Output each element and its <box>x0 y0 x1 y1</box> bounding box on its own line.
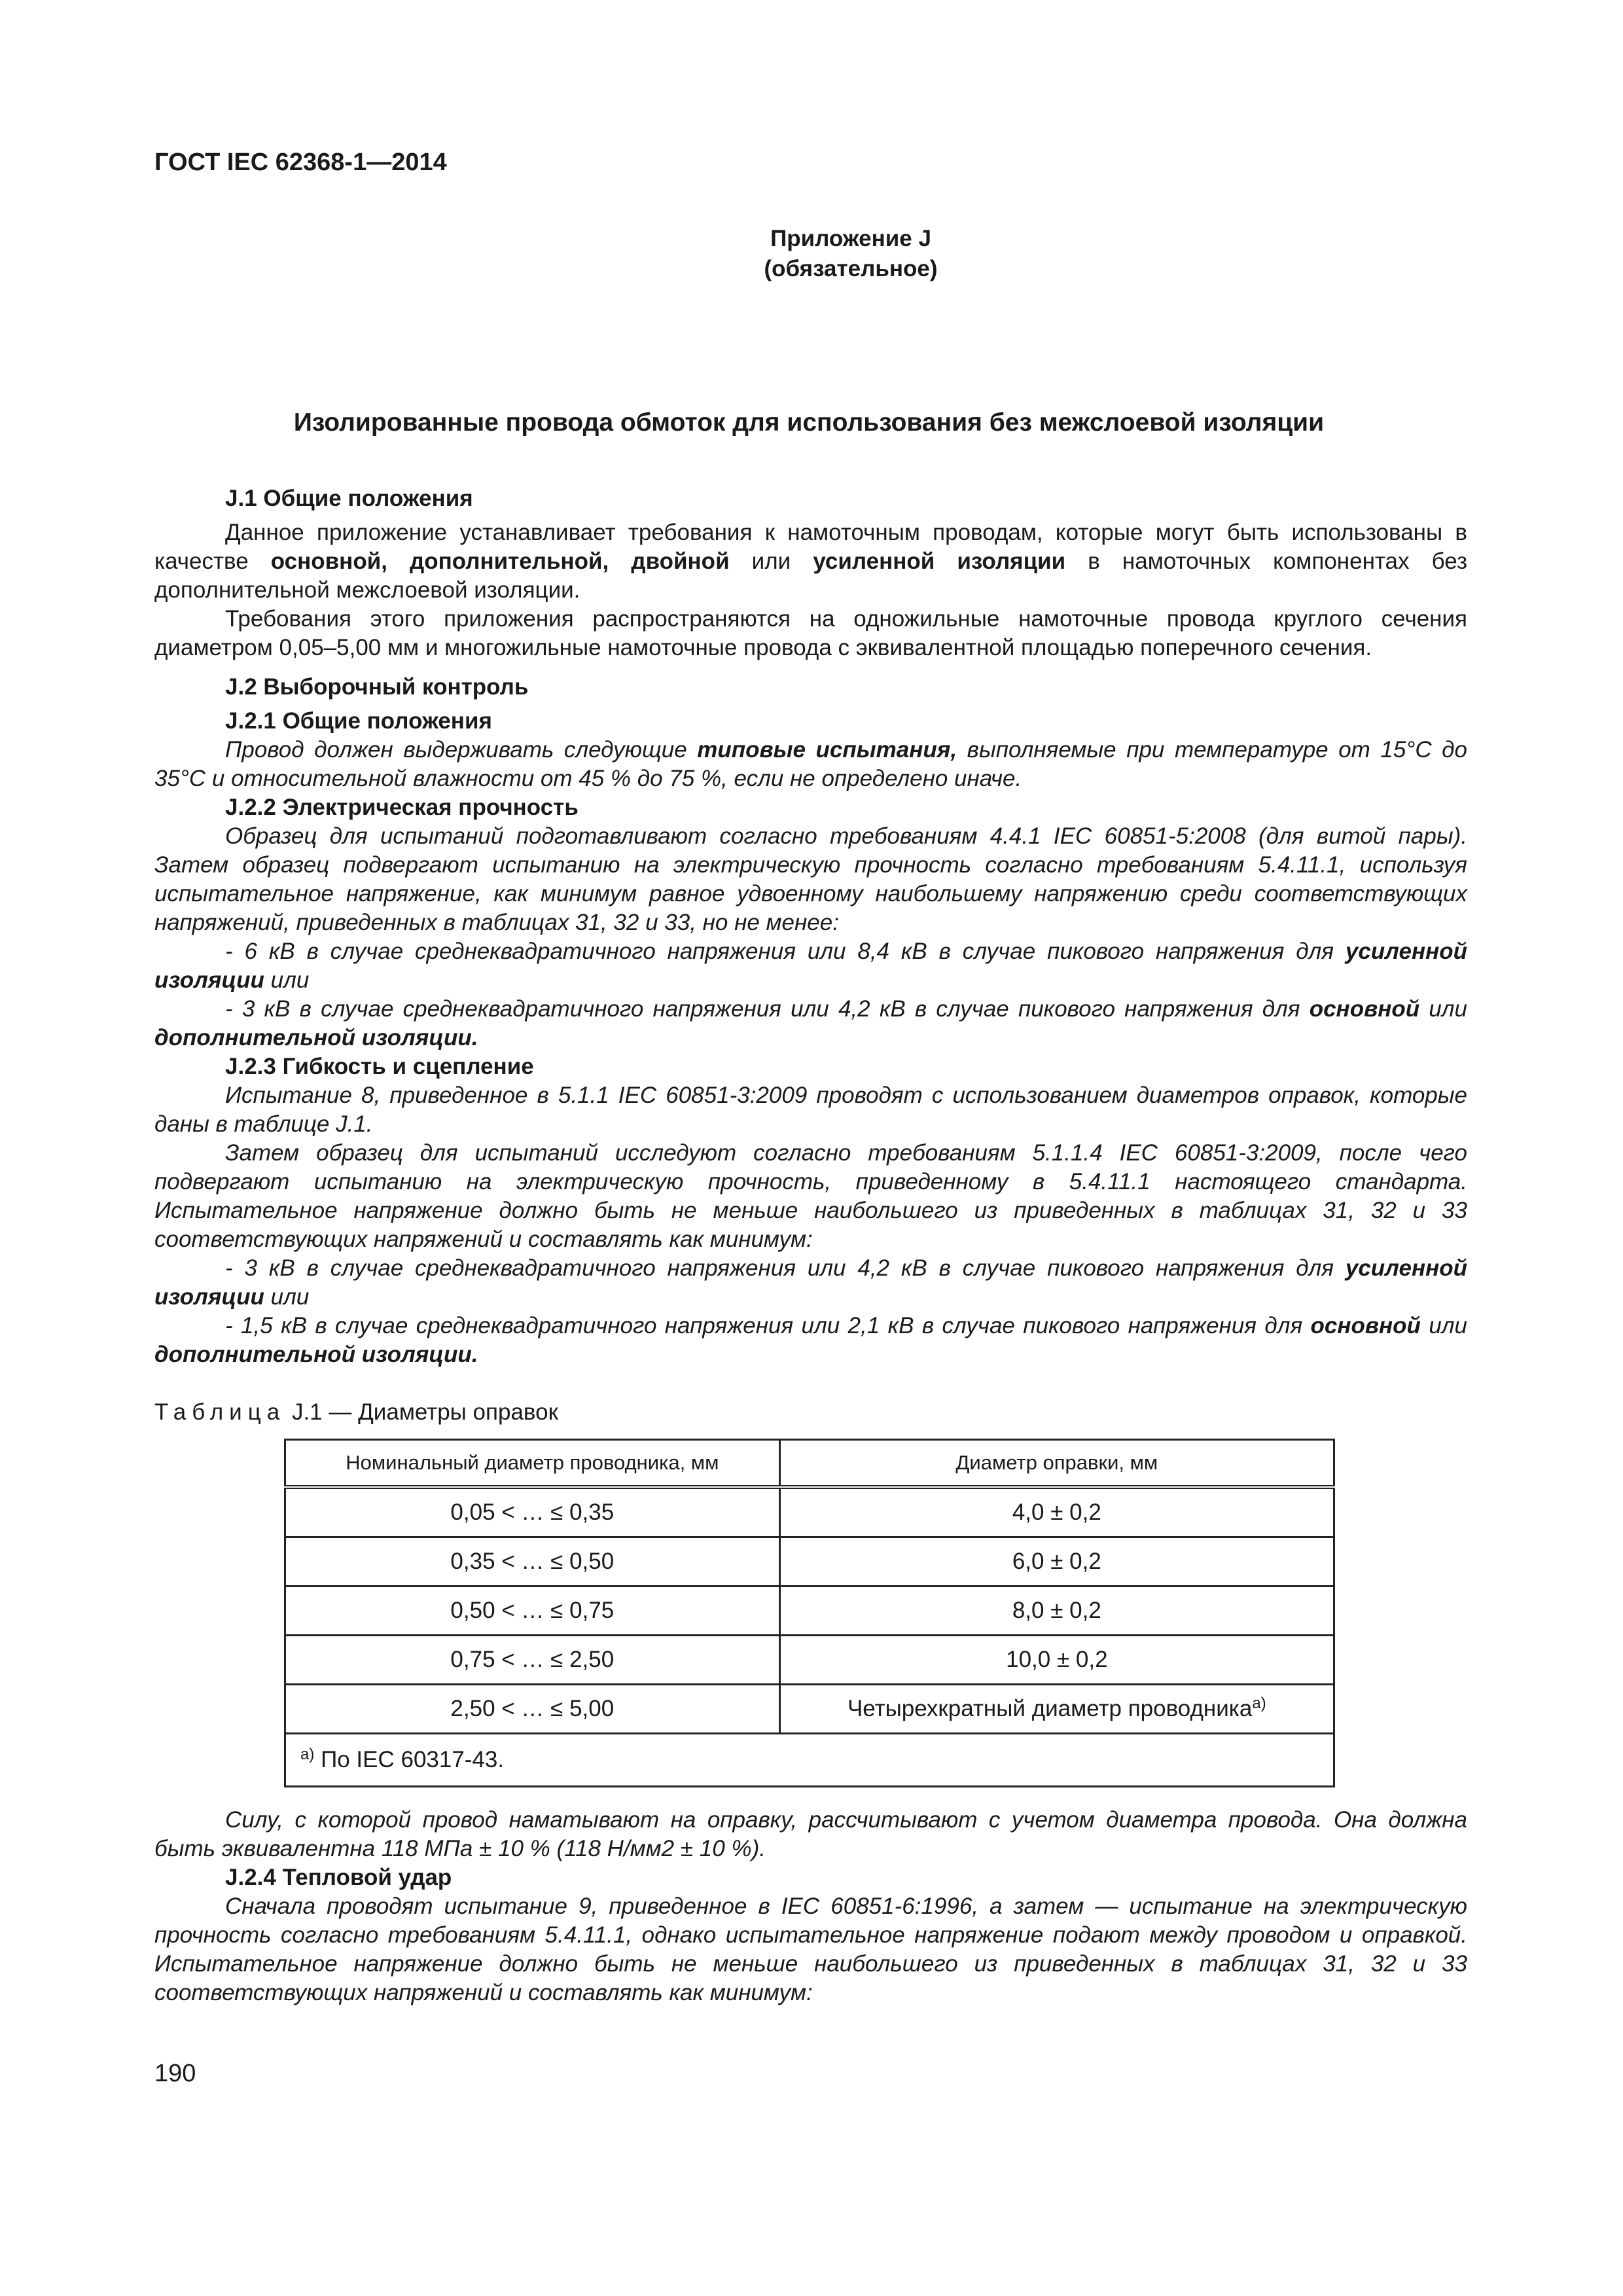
table-cell: 2,50 < … ≤ 5,00 <box>285 1685 780 1734</box>
paragraph-j1-2: Требования этого приложения распространяются на одножильные намоточные провода круглого сечения диаметром 0,05–5,00 мм и многожильные намоточные провода с эквивалентной площадью поперечного сечения. <box>154 606 1467 660</box>
table-header-cell: Диаметр оправки, мм <box>779 1440 1334 1488</box>
paragraph-j1-1: Данное приложение устанавливает требования к намоточным проводам, которые могут быть использованы в качестве основной, дополнительной, двойной или усиленной изоляции в намоточных компонентах без дополнительной межслоевой изоляции. <box>154 520 1467 603</box>
table-header-row <box>285 1440 1334 1488</box>
paragraph-j23-2: Затем образец для испытаний исследуют согласно требованиям 5.1.1.4 IEC 60851-3:2009, после чего подвергают испытанию на электрическую прочность, приведенному в 5.4.11.1 настоящего стандарта. Испытательное напряжение должно быть не меньше наибольшего из приведенных в таблицах 31, 32 и 33 соответствующих напряжений и составлять как минимум: <box>154 1140 1467 1252</box>
paragraph-j21-1: Провод должен выдерживать следующие типовые испытания, выполняемые при температуре от 15°С до 35°С и относительной влажности от 45 % до 75 %, если не определено иначе. <box>154 737 1467 791</box>
mandrel-diameter-table <box>284 1439 1335 1787</box>
document-body <box>154 484 1467 2007</box>
bullet-j22-1: - 6 кВ в случае среднеквадратичного напряжения или 8,4 кВ в случае пикового напряжения для усиленной изоляции или <box>154 939 1467 993</box>
table-cell: 6,0 ± 0,2 <box>779 1537 1334 1587</box>
annex-header <box>0 224 1623 284</box>
table-row <box>285 1685 1334 1734</box>
page-number: 190 <box>154 2060 196 2087</box>
bullet-j23-1: - 3 кВ в случае среднеквадратичного напряжения или 4,2 кВ в случае пикового напряжения для усиленной изоляции или <box>154 1255 1467 1310</box>
table-cell: 4,0 ± 0,2 <box>779 1487 1334 1537</box>
document-code: ГОСТ IEC 62368-1—2014 <box>154 149 447 176</box>
section-heading-j1: J.1 Общие положения <box>225 486 473 511</box>
annex-title: Приложение J <box>770 226 931 251</box>
section-heading-j21: J.2.1 Общие положения <box>225 708 492 734</box>
section-heading-j23: J.2.3 Гибкость и сцепление <box>225 1054 534 1079</box>
table-cell: 0,75 < … ≤ 2,50 <box>285 1636 780 1685</box>
table-row <box>285 1537 1334 1587</box>
annex-heading: Изолированные провода обмоток для использования без межслоевой изоляции <box>293 408 1325 437</box>
table-caption: Таблица J.1 — Диаметры оправок <box>154 1399 558 1425</box>
table-row <box>285 1587 1334 1636</box>
table-cell: 0,05 < … ≤ 0,35 <box>285 1487 780 1537</box>
table-row <box>285 1636 1334 1685</box>
table-cell: 0,50 < … ≤ 0,75 <box>285 1587 780 1636</box>
paragraph-j22-1: Образец для испытаний подготавливают согласно требованиям 4.4.1 IEC 60851-5:2008 (для витой пары). Затем образец подвергают испытанию на электрическую прочность согласно требованиям 5.4.11.1, используя испытательное напряжение, как минимум равное удвоенному наибольшему напряжению среди соответствующих напряжений, приведенных в таблицах 31, 32 и 33, но не менее: <box>154 823 1467 935</box>
bullet-j22-2: - 3 кВ в случае среднеквадратичного напряжения или 4,2 кВ в случае пикового напряжения для основной или дополнительной изоляции. <box>154 996 1467 1050</box>
table-footnote-row <box>285 1734 1334 1787</box>
footnote-mark: a) <box>1252 1695 1266 1712</box>
table-cell: 8,0 ± 0,2 <box>779 1587 1334 1636</box>
bullet-j23-2: - 1,5 кВ в случае среднеквадратичного напряжения или 2,1 кВ в случае пикового напряжения для основной или дополнительной изоляции. <box>154 1313 1467 1367</box>
table-cell: Четырехкратный диаметр проводника$^{a)}$ <box>779 1685 1334 1734</box>
table-cell: 10,0 ± 0,2 <box>779 1636 1334 1685</box>
table-cell: 0,35 < … ≤ 0,50 <box>285 1537 780 1587</box>
section-heading-j24: J.2.4 Тепловой удар <box>225 1865 452 1890</box>
table-footnote: $^{a)}$ По IEC 60317-43. <box>285 1734 1334 1787</box>
section-heading-j2: J.2 Выборочный контроль <box>225 674 529 700</box>
table-row <box>285 1487 1334 1537</box>
section-heading-j22: J.2.2 Электрическая прочность <box>225 795 579 820</box>
paragraph-j23-1: Испытание 8, приведенное в 5.1.1 IEC 60851-3:2009 проводят с использованием диаметров оправок, которые даны в таблице J.1. <box>154 1083 1467 1137</box>
annex-status: (обязательное) <box>764 256 938 281</box>
paragraph-j24-1: Сначала проводят испытание 9, приведенное в IEC 60851-6:1996, а затем — испытание на электрическую прочность согласно требованиям 5.4.11.1, однако испытательное напряжение подают между проводом и оправкой. Испытательное напряжение должно быть не меньше наибольшего из приведенных в таблицах 31, 32 и 33 соответствующих напряжений и составлять как минимум: <box>154 1893 1467 2005</box>
paragraph-after-table: Силу, с которой провод наматывают на оправку, рассчитывают с учетом диаметра провода. Она должна быть эквивалентна 118 МПа ± 10 % (118 Н/мм2 ± 10 %). <box>154 1807 1467 1861</box>
table-header-cell: Номинальный диаметр проводника, мм <box>285 1440 780 1488</box>
